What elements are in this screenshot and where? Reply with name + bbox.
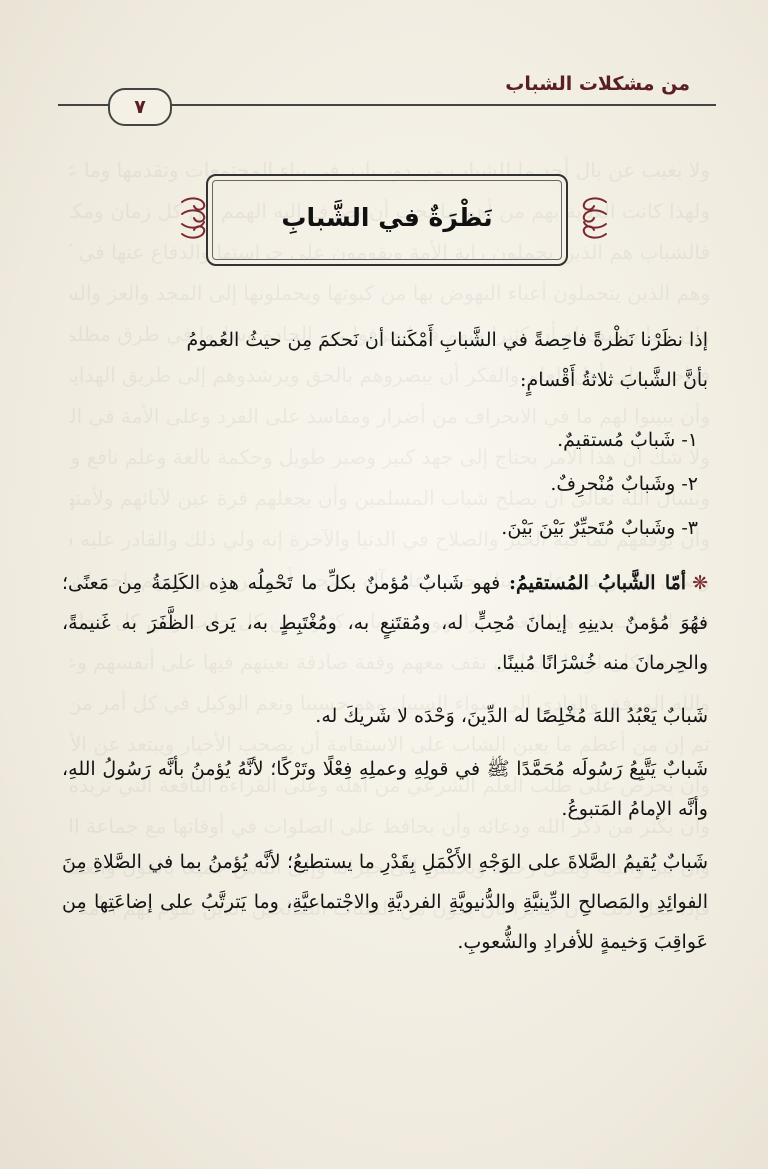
page-number: ٧ xyxy=(108,88,172,126)
category-item: ١- شَبابٌ مُستقيمٌ. xyxy=(557,429,698,451)
intro-line-2: بأنَّ الشَّبابَ ثلاثةُ أَقْسامٍ: xyxy=(520,369,708,391)
section-text: فهو شَبابٌ مُؤمنٌ بكلِّ ما تَحْمِلُه هذِه الكَلِمَةُ مِن مَعنًى؛ فهُوَ مُؤمنٌ بدينِهِ إيمانَ مُحِبٍّ له، ومُقتَنِعٍ به، ومُغْتَبِطٍ به، يَرى الظَّفَرَ به غَنيمةً، والحِرمانَ منه خُسْرَانًا مُبينًا. xyxy=(62,572,708,674)
title-ornament-right-icon xyxy=(578,194,612,242)
title-ornament-left-icon xyxy=(176,194,210,242)
section-lead: أمّا الشَّبابُ المُستقيمُ: xyxy=(508,572,687,594)
chapter-title-frame xyxy=(206,174,568,266)
intro-line-1: إذا نظَرْنا نَظْرةً فاحِصةً في الشَّبابِ أَمْكَننا أن نَحكمَ مِن حيثُ العُمومُ xyxy=(186,329,708,351)
section-marker-icon: ❋ xyxy=(692,572,708,594)
prophet-paragraph: شَبابٌ يَتَّبِعُ رَسُولَه مُحَمَّدًا ﷺ في قولِهِ وعملِهِ فِعْلًا وتَرْكًا؛ لأنَّهُ يُؤمنُ بأنَّه رَسُولُ اللهِ، وأنَّه الإمامُ المَتبوعُ. xyxy=(62,758,708,820)
upright-youth-paragraph xyxy=(62,563,708,683)
body-text xyxy=(62,320,708,962)
category-item: ٣- وشَبابٌ مُتَحيِّرٌ بَيْنَ بَيْنَ. xyxy=(501,517,698,539)
running-header-title: من مشكلات الشباب xyxy=(505,73,690,95)
chapter-title: نَظْرَةٌ في الشَّبابِ xyxy=(281,202,493,232)
worship-paragraph: شَبابٌ يَعْبُدُ اللهَ مُخْلِصًا له الدِّينَ، وَحْدَه لا شَريكَ له. xyxy=(315,705,708,727)
category-item: ٢- وشَبابٌ مُنْحرِفٌ. xyxy=(550,473,698,495)
prayer-paragraph: شَبابٌ يُقيمُ الصَّلاةَ على الوَجْهِ الأَكْمَلِ بِقَدْرِ ما يستطيعُ؛ لأنَّه يُؤمنُ بما في الصَّلاةِ مِنَ الفوائِدِ والمَصالحِ الدِّينيَّةِ والدُّنيويَّةِ الفرديَّةِ والاجْتماعيَّةِ، وما يَترتَّبُ على إضاعَتِها مِن عَواقِبَ وَخيمةٍ للأفرادِ والشُّعوبِ. xyxy=(62,851,708,953)
